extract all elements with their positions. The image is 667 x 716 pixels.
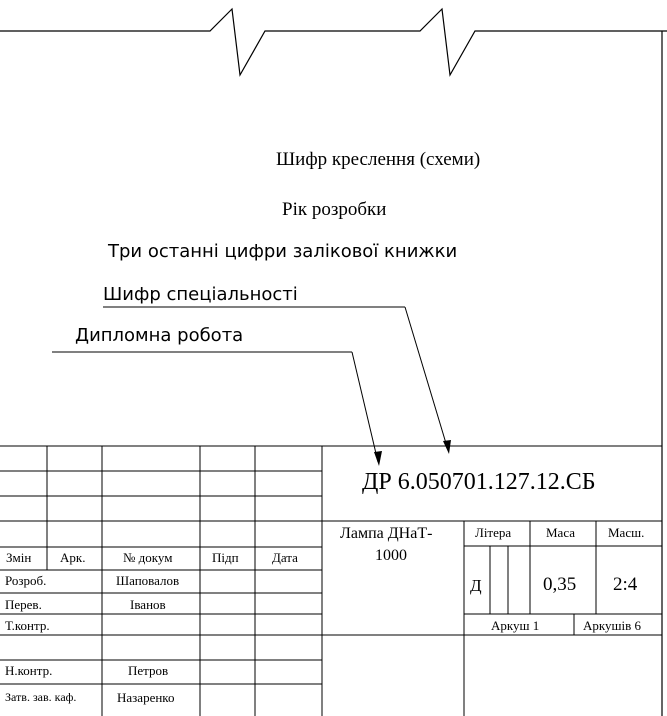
scale-value: 2:4	[613, 574, 638, 595]
arrowhead-thesis	[374, 451, 382, 466]
record-book-label: Три останні цифри залікової книжки	[108, 241, 458, 262]
mass-header: Маса	[546, 525, 576, 540]
arrowhead-specialty	[443, 440, 451, 454]
header-change: Змін	[6, 550, 32, 565]
header-sheet-no: Арк.	[60, 550, 86, 565]
sheets-total: Аркушів 6	[583, 618, 642, 633]
litera-value: Д	[470, 576, 482, 595]
role-developed: Розроб.	[5, 573, 47, 588]
header-date: Дата	[272, 550, 298, 565]
product-title-line2: 1000	[375, 547, 407, 564]
name-norm-control: Петров	[128, 663, 169, 678]
dev-year-label: Рік розробки	[282, 199, 387, 220]
specialty-code-label: Шифр спеціальності	[103, 284, 298, 305]
name-checked: Іванов	[130, 597, 166, 612]
mass-value: 0,35	[543, 574, 577, 595]
role-norm-control: Н.контр.	[5, 663, 53, 678]
role-approved: Затв. зав. каф.	[5, 690, 77, 704]
break-line	[0, 9, 667, 75]
scale-header: Масш.	[608, 525, 645, 540]
sheet-number: Аркуш 1	[491, 618, 540, 633]
product-title-line1: Лампа ДНаТ-	[340, 525, 433, 542]
document-designation: ДР 6.050701.127.12.СБ	[362, 469, 596, 495]
role-checked: Перев.	[5, 597, 42, 612]
thesis-label: Дипломна робота	[75, 325, 244, 346]
name-approved: Назаренко	[117, 690, 175, 705]
header-signature: Підп	[212, 550, 239, 565]
litera-header: Літера	[475, 525, 512, 540]
role-tech-control: Т.контр.	[5, 618, 50, 633]
leader-line-specialty-diag	[405, 307, 448, 450]
name-developed: Шаповалов	[116, 573, 180, 588]
header-doc-no: № докум	[123, 550, 173, 565]
drawing-code-label: Шифр креслення (схеми)	[276, 149, 481, 170]
